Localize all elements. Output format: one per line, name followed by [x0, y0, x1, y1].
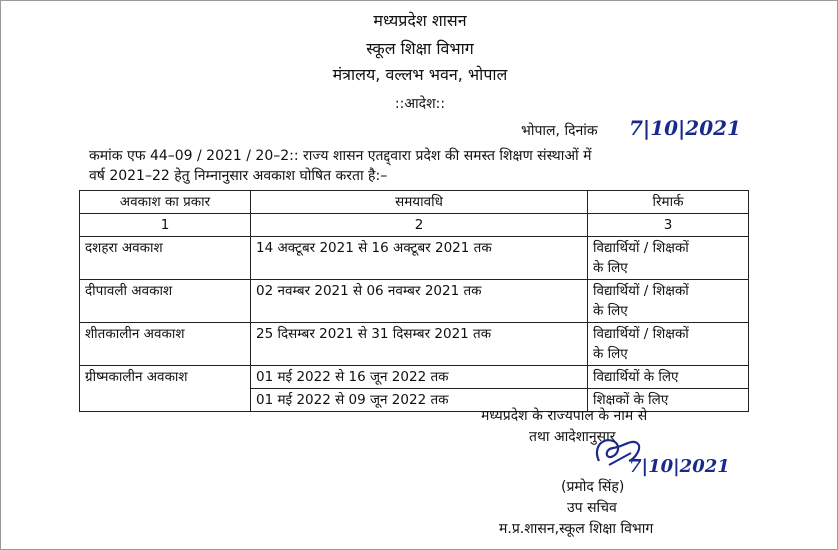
header-period: समयावधि [251, 191, 588, 214]
row-remark: शिक्षकों के लिए [588, 389, 749, 412]
remark-line-1: विद्यार्थियों / शिक्षकों [593, 283, 689, 299]
row-period: 14 अक्टूबर 2021 से 16 अक्टूबर 2021 तक [251, 237, 588, 280]
remark-line-2: के लिए [593, 346, 628, 362]
body-line-1: कमांक एफ 44–09 / 2021 / 20–2:: राज्य शासन एतद्द्वारा प्रदेश की समस्त शिक्षण संस्थाओं में [89, 148, 592, 164]
row-type: शीतकालीन अवकाश [80, 323, 251, 366]
header-line-1: मध्यप्रदेश शासन [373, 11, 467, 30]
signatory-department: म.प्र.शासन,स्कूल शिक्षा विभाग [499, 521, 654, 537]
remark-line-1: विद्यार्थियों / शिक्षकों [593, 240, 689, 256]
holiday-table [79, 190, 749, 412]
row-remark [588, 237, 749, 280]
row-remark [588, 323, 749, 366]
signatory-designation: उप सचिव [567, 500, 617, 516]
table-row [80, 366, 749, 389]
row-period: 02 नवम्बर 2021 से 06 नवम्बर 2021 तक [251, 280, 588, 323]
row-type: ग्रीष्मकालीन अवकाश [80, 366, 251, 412]
row-period: 01 मई 2022 से 09 जून 2022 तक [251, 389, 588, 412]
remark-line-2: के लिए [593, 303, 628, 319]
table-row [80, 323, 749, 366]
date-label: भोपाल, दिनांक [521, 123, 598, 139]
row-remark: विद्यार्थियों के लिए [588, 366, 749, 389]
signature-date: 7|10|2021 [629, 456, 730, 477]
body-line-2: वर्ष 2021–22 हेतु निम्नानुसार अवकाश घोषित करता है:– [89, 168, 388, 184]
table-number-row [80, 214, 749, 237]
footer-line-1: मध्यप्रदेश के राज्यपाल के नाम से [481, 408, 648, 424]
handwritten-date: 7|10|2021 [629, 116, 741, 140]
header-remark: रिमार्क [588, 191, 749, 214]
table-row [80, 280, 749, 323]
remark-line-2: के लिए [593, 260, 628, 276]
row-type: दीपावली अवकाश [80, 280, 251, 323]
signatory-name: (प्रमोद सिंह) [561, 479, 625, 495]
row-period: 25 दिसम्बर 2021 से 31 दिसम्बर 2021 तक [251, 323, 588, 366]
col-number-3: 3 [588, 214, 749, 237]
col-number-1: 1 [80, 214, 251, 237]
order-title: ::आदेश:: [394, 96, 446, 112]
header-type: अवकाश का प्रकार [80, 191, 251, 214]
table-row [80, 237, 749, 280]
row-remark [588, 280, 749, 323]
remark-line-1: विद्यार्थियों / शिक्षकों [593, 326, 689, 342]
table-header-row [80, 191, 749, 214]
header-line-2: स्कूल शिक्षा विभाग [366, 39, 474, 58]
header-line-3: मंत्रालय, वल्लभ भवन, भोपाल [332, 65, 508, 84]
footer-line-2: तथा आदेशानुसार [529, 429, 616, 445]
col-number-2: 2 [251, 214, 588, 237]
row-type: दशहरा अवकाश [80, 237, 251, 280]
row-period: 01 मई 2022 से 16 जून 2022 तक [251, 366, 588, 389]
